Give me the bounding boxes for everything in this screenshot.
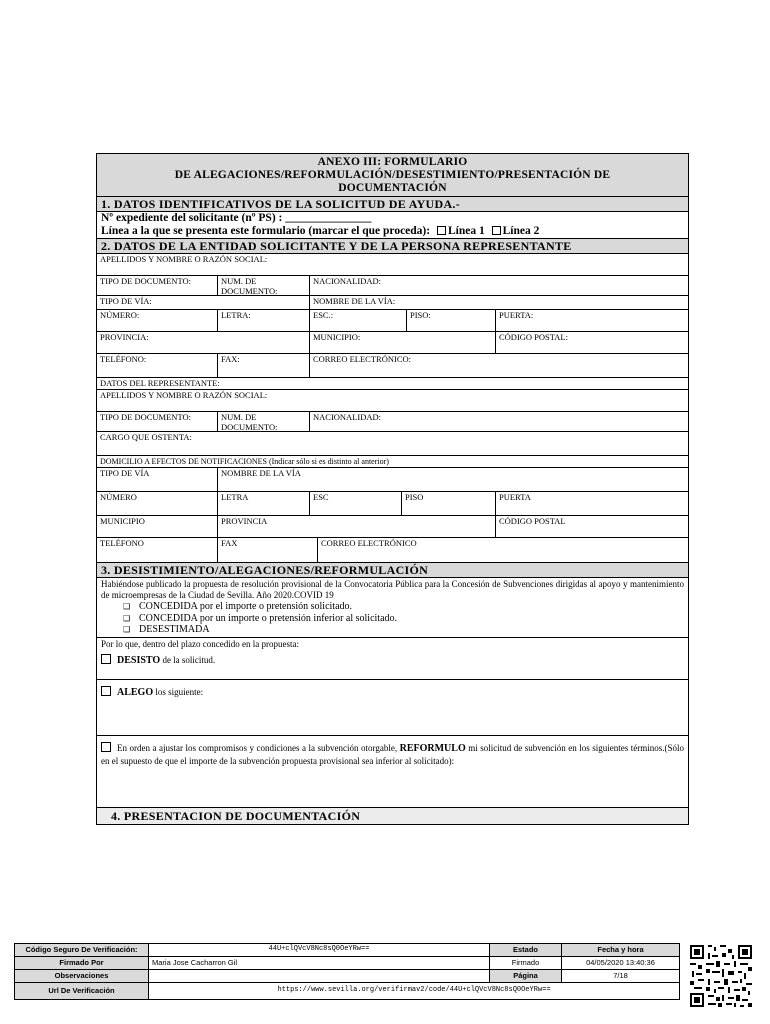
tipo-via-field[interactable]: TIPO DE VÍA: [97,296,310,309]
reformulo-text [97,736,688,768]
option-3-label: DESESTIMADA [139,624,210,635]
option-concedida-inferior [97,613,688,625]
fax-field[interactable]: FAX: [218,354,310,377]
d-numero-row [97,492,688,516]
telefono-field[interactable]: TELÉFONO: [97,354,218,377]
cargo-label: CARGO QUE OSTENTA: [100,432,192,442]
codigo-postal-field[interactable]: CÓDIGO POSTAL: [499,332,568,342]
linea-1-checkbox[interactable] [437,226,446,235]
correo-field[interactable]: CORREO ELECTRÓNICO: [313,354,411,364]
reformulo-post: mi solicitud de subvención en los siguientes términos.(Sólo en el supuesto de que el importe de la subvención propuesta provisional sea inferior al solicitado): [101,742,685,766]
firmado-value: Maria Jose Cacharron Gil [149,957,490,969]
d-tipo-via-field[interactable]: TIPO DE VÍA [97,468,218,491]
d-letra-field[interactable]: LETRA [218,492,310,515]
tipo-documento-field[interactable]: TIPO DE DOCUMENTO: [97,276,218,295]
numero-row [97,310,688,332]
linea-2-checkbox[interactable] [492,226,501,235]
provincia-field[interactable]: PROVINCIA: [97,332,310,353]
nombre-via-field[interactable]: NOMBRE DE LA VÍA: [313,296,396,306]
municipio-field[interactable]: MUNICIPIO: [310,332,496,353]
d-correo-field[interactable]: CORREO ELECTRÓNICO [321,538,417,548]
footer-row-codigo [15,944,679,957]
pagina-label: Página [490,970,562,982]
url-value[interactable]: https://www.sevilla.org/verifirmav2/code/44U+clQVcV8Nc8sQ0OeYRw== [277,986,551,994]
letra-field[interactable]: LETRA: [218,310,310,331]
esc-field[interactable]: ESC.: [310,310,407,331]
d-piso-field[interactable]: PISO [402,492,496,515]
d-numero-field[interactable]: NÚMERO [97,492,218,515]
apellidos-label: APELLIDOS Y NOMBRE O RAZÓN SOCIAL: [100,254,268,264]
pagina-value: 7/18 [613,971,628,980]
footer-row-obs [15,970,679,983]
section-4-heading: 4. PRESENTACION DE DOCUMENTACIÓN [97,808,688,824]
firmado-label: Firmado Por [15,957,149,969]
plazo-text: Por lo que, dentro del plazo concedido en la propuesta: [101,638,299,649]
option-2-label: CONCEDIDA por un importe o pretensión inferior al solicitado. [139,612,398,624]
section-2-heading: 2. DATOS DE LA ENTIDAD SOLICITANTE Y DE LA PERSONA REPRESENTANTE [97,239,688,254]
alego-line [97,680,688,700]
verification-footer [14,943,680,1000]
domicilio-label: DOMICILIO A EFECTOS DE NOTIFICACIONES (Indicar sólo si es distinto al anterior) [100,457,389,466]
desisto-line [97,650,688,668]
observaciones-label: Observaciones [15,970,149,982]
footer-row-url [15,983,679,999]
domicilio-row [97,456,688,468]
desisto-checkbox[interactable] [101,654,111,664]
url-label: Url De Verificación [15,983,149,999]
rep-apellidos-row[interactable] [97,390,688,412]
section-1-body [97,212,688,239]
d-nombre-via-field[interactable]: NOMBRE DE LA VÍA [221,468,301,478]
desisto-bold: DESISTO [117,655,161,666]
representante-row [97,378,688,390]
d-provincia-field[interactable]: PROVINCIA [218,516,496,537]
nacionalidad-field[interactable]: NACIONALIDAD: [313,276,381,286]
piso-field[interactable]: PISO: [407,310,496,331]
estado-value: Firmado [490,957,562,969]
checkbox-bullet-icon[interactable]: ❑ [123,613,131,623]
representante-label: DATOS DEL REPRESENTANTE: [100,378,220,388]
alego-rest: los siguiente: [155,686,204,697]
title-line-1: ANEXO III: FORMULARIO [317,156,468,168]
reformulo-pre: En orden a ajustar los compromisos y condiciones a la subvención otorgable, [117,742,398,753]
alego-bold: ALEGO [117,686,154,698]
d-via-row [97,468,688,492]
footer-row-firmado [15,957,679,970]
d-esc-field[interactable]: ESC [310,492,402,515]
qr-code-icon [688,943,754,1009]
d-municipio-row [97,516,688,538]
rep-nacionalidad-field[interactable]: NACIONALIDAD: [313,412,381,422]
apellidos-row[interactable] [97,254,688,276]
puerta-field[interactable]: PUERTA: [499,310,534,320]
telefono-row [97,354,688,378]
intro-text: Habiéndose publicado la propuesta de resolución provisional de la Convocatoria Pública para la Concesión de Subvenciones dirigidas al apoyo y mantenimiento de microempresas de la Ciudad de Sevilla. Año 2020.COVID 19 [101,579,684,600]
form-title [97,154,688,197]
d-fax-field[interactable]: FAX [218,538,318,562]
d-municipio-field[interactable]: MUNICIPIO [97,516,218,537]
desisto-row [97,638,688,680]
application-form [96,153,689,825]
rep-documento-row [97,412,688,432]
linea-line [97,225,688,238]
d-puerta-field[interactable]: PUERTA [499,492,531,502]
linea-1-label: Línea 1 [447,224,485,237]
observaciones-value [149,970,490,982]
fecha-label: Fecha y hora [562,944,679,956]
d-telefono-row [97,538,688,563]
linea-prompt: Línea a la que se presenta este formulario (marcar el que proceda): [101,224,431,237]
alego-row [97,680,688,736]
codigo-label: Código Seguro De Verificación: [15,944,149,956]
reformulo-checkbox[interactable] [101,742,111,752]
option-1-label: CONCEDIDA por el importe o pretensión solicitado. [139,601,353,612]
documento-row [97,276,688,296]
estado-label: Estado [490,944,562,956]
reformulo-bold: REFORMULO [399,742,466,754]
reformulo-row [97,736,688,808]
d-codigo-postal-field[interactable]: CÓDIGO POSTAL [499,516,566,526]
checkbox-bullet-icon[interactable]: ❑ [123,602,131,611]
section-3-heading: 3. DESISTIMIENTO/ALEGACIONES/REFORMULACIÓN [97,563,688,578]
provincia-row [97,332,688,354]
rep-num-documento-field[interactable]: NUM. DE DOCUMENTO: [218,412,310,431]
cargo-row[interactable] [97,432,688,456]
section-1-heading: 1. DATOS IDENTIFICATIVOS DE LA SOLICITUD DE AYUDA.- [97,197,688,212]
section-3-intro [97,578,688,638]
rep-tipo-documento-field[interactable]: TIPO DE DOCUMENTO: [97,412,218,431]
desisto-rest: de la solicitud. [162,655,216,665]
alego-checkbox[interactable] [101,686,111,696]
title-line-3: DOCUMENTACIÓN [338,182,447,194]
linea-2-label: Línea 2 [502,224,540,237]
option-desestimada [97,624,688,636]
fecha-value: 04/05/2020 13:40:36 [586,958,655,967]
num-documento-field[interactable]: NUM. DE DOCUMENTO: [218,276,310,295]
option-concedida [97,601,688,613]
codigo-value: 44U+clQVcV8Nc8sQ0OeYRw== [149,944,490,956]
expediente-line[interactable]: Nº expediente del solicitante (nº PS) : _______________ [101,212,372,224]
rep-apellidos-label: APELLIDOS Y NOMBRE O RAZÓN SOCIAL: [100,390,268,400]
via-row [97,296,688,310]
numero-field[interactable]: NÚMERO: [97,310,218,331]
checkbox-bullet-icon[interactable]: ❑ [123,625,131,634]
title-line-2: DE ALEGACIONES/REFORMULACIÓN/DESESTIMIENTO/PRESENTACIÓN DE [174,169,611,181]
d-telefono-field[interactable]: TELÉFONO [97,538,218,562]
